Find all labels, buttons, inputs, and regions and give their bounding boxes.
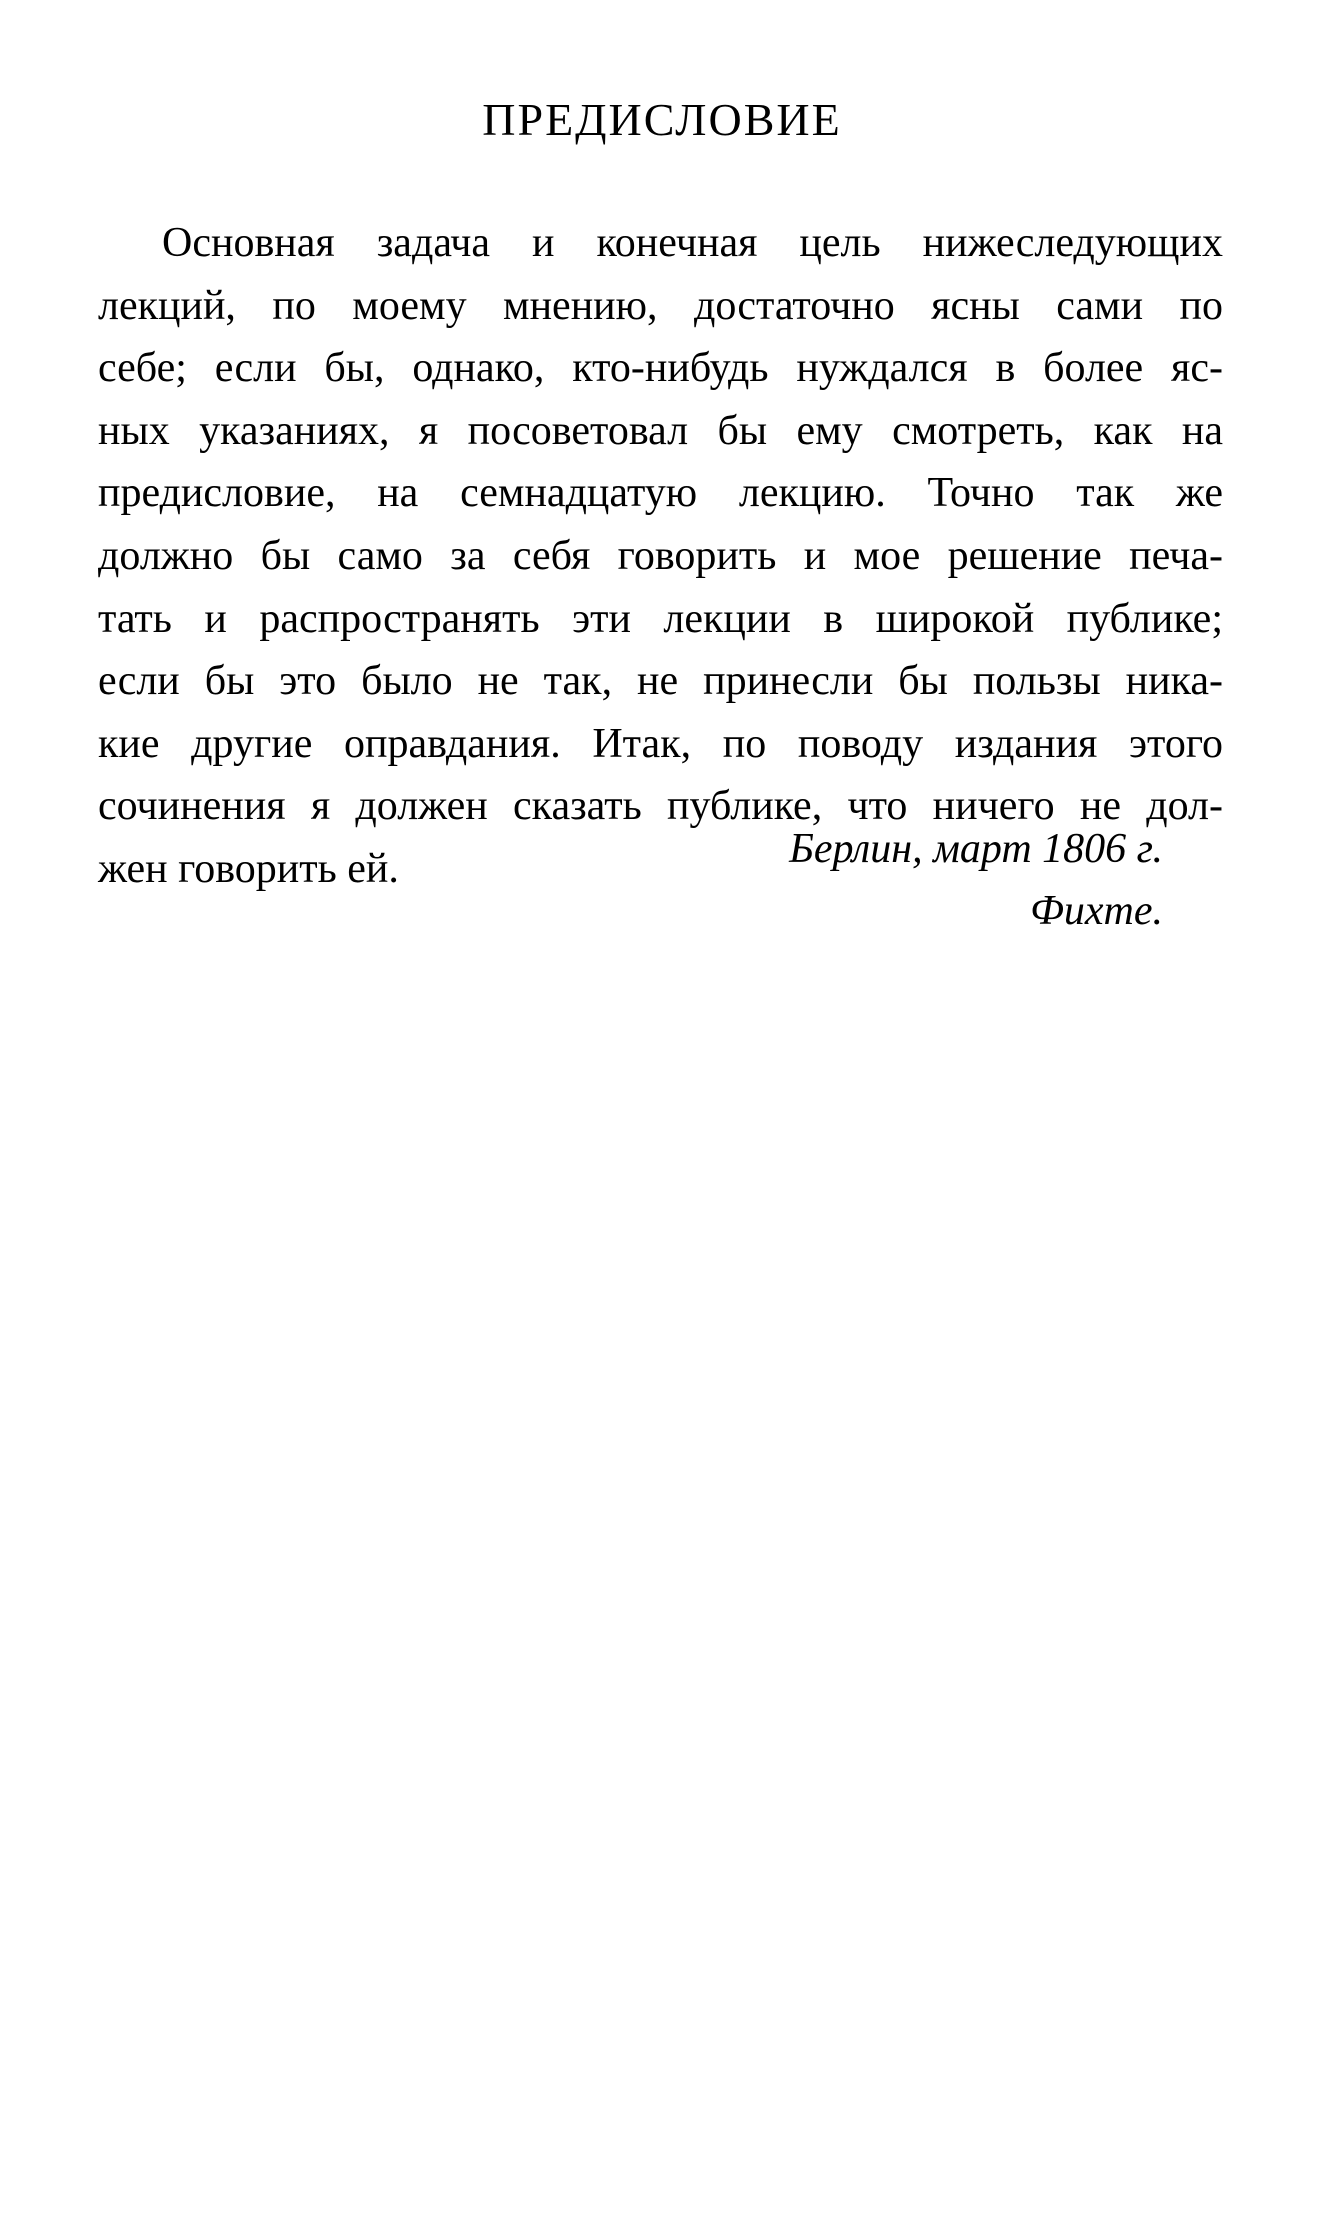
text-line: если бы это было не так, не принесли бы пользы ника- [98,658,1223,705]
text-line: сочинения я должен сказать публике, что ничего не дол- [98,783,1223,830]
text-line: лекций, по моему мнению, достаточно ясны сами по [98,282,1223,329]
text-line: должно бы само за себя говорить и мое решение печа- [98,532,1223,579]
signature-author: Фихте. [1030,888,1163,934]
text-line: кие другие оправдания. Итак, по поводу издания этого [98,720,1223,767]
text-line: предисловие, на семнадцатую лекцию. Точно так же [98,470,1223,517]
text-line: жен говорить ей. [98,845,399,892]
text-line: ных указаниях, я посоветовал бы ему смотреть, как на [98,407,1223,454]
signature-place-date: Берлин, март 1806 г. [789,826,1163,872]
text-line: себе; если бы, однако, кто-нибудь нуждался в более яс- [98,345,1223,392]
preface-paragraph [98,212,1223,901]
page-title: ПРЕДИСЛОВИЕ [482,94,842,145]
text-line: Основная задача и конечная цель нижеследующих [162,220,1223,266]
signature-block [600,818,1163,942]
text-line: тать и распространять эти лекции в широкой публике; [98,595,1223,642]
